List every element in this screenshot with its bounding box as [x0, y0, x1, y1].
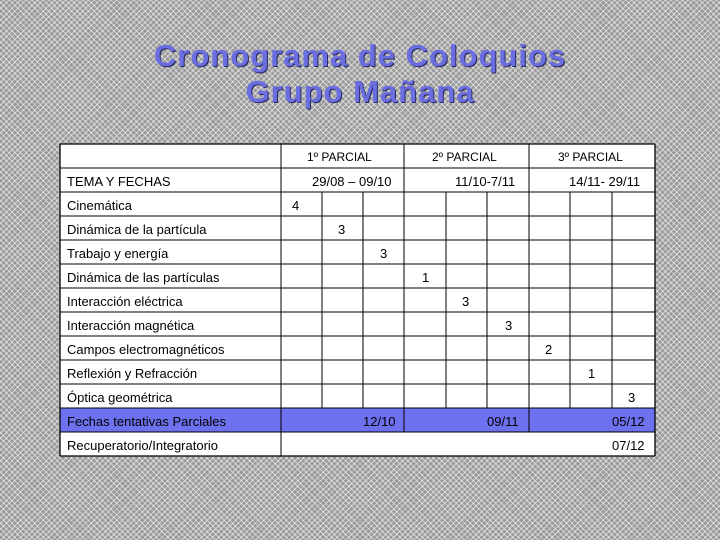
- header-dates-2: 11/10-7/11: [455, 174, 516, 189]
- header-parcial-3: 3º PARCIAL: [558, 150, 623, 164]
- row-value-interaccion-magnetica: 3: [505, 318, 513, 333]
- row-label-campos-electromagneticos: Campos electromagnéticos: [67, 342, 225, 357]
- title-line-1: Cronograma de Coloquios: [153, 38, 567, 73]
- row-label-cinematica: Cinemática: [67, 198, 133, 213]
- row-value-campos-electromagneticos: 2: [545, 342, 553, 357]
- tentative-date-3: 05/12: [612, 414, 645, 429]
- row-value-cinematica: 4: [292, 198, 300, 213]
- row-value-optica-geometrica: 3: [628, 390, 636, 405]
- row-label-interaccion-magnetica: Interacción magnética: [67, 318, 195, 333]
- recuperatorio-date: 07/12: [612, 438, 645, 453]
- row-label-dinamica-particulas: Dinámica de las partículas: [67, 270, 220, 285]
- row-label-recuperatorio: Recuperatorio/Integratorio: [67, 438, 219, 453]
- row-label-trabajo-energia: Trabajo y energía: [67, 246, 169, 261]
- row-label-fechas-tentativas: Fechas tentativas Parciales: [67, 414, 226, 429]
- row-value-interaccion-electrica: 3: [462, 294, 470, 309]
- row-value-dinamica-particulas: 1: [422, 270, 430, 285]
- header-dates-1: 29/08 – 09/10: [312, 174, 392, 189]
- row-label-optica-geometrica: Óptica geométrica: [67, 390, 173, 405]
- header-parcial-1: 1º PARCIAL: [307, 150, 372, 164]
- row-value-reflexion-refraccion: 1: [588, 366, 596, 381]
- tentative-date-2: 09/11: [487, 414, 519, 429]
- row-value-trabajo-energia: 3: [380, 246, 388, 261]
- title-line-2: Grupo Mañana: [245, 74, 475, 109]
- header-parcial-2: 2º PARCIAL: [432, 150, 497, 164]
- header-dates-3: 14/11- 29/11: [569, 174, 641, 189]
- row-label-interaccion-electrica: Interacción eléctrica: [67, 294, 183, 309]
- header-tema-fechas: TEMA Y FECHAS: [67, 174, 171, 189]
- row-label-dinamica-particula: Dinámica de la partícula: [67, 222, 207, 237]
- row-value-dinamica-particula: 3: [338, 222, 346, 237]
- tentative-date-1: 12/10: [363, 414, 396, 429]
- row-label-reflexion-refraccion: Reflexión y Refracción: [67, 366, 198, 381]
